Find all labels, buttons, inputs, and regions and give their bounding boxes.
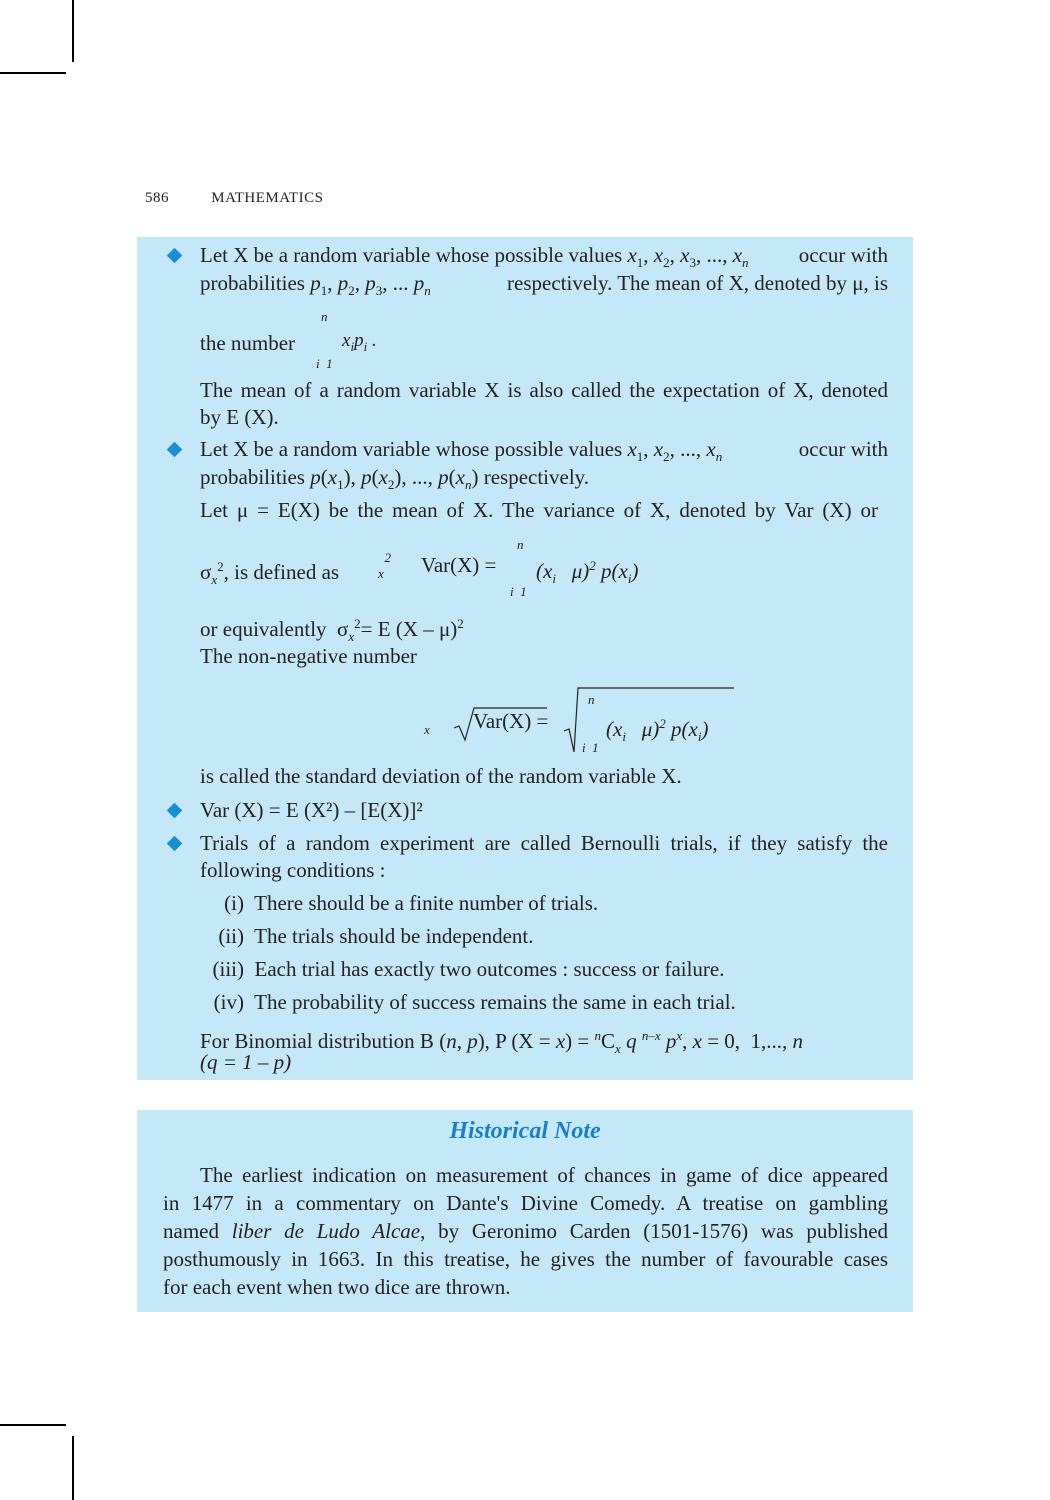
hist-line: named liber de Ludo Alcae, by Geronimo Carden (1501-1576) was published (163, 1219, 889, 1243)
condition-item: (i) There should be a finite number of trials. (224, 891, 599, 915)
historical-note-title: Historical Note (449, 1118, 601, 1144)
b2-sd-body: ($x_i$ μ)$^2$ $p(x_i)$ (606, 716, 709, 745)
b2-line5: or equivalently $\sigma_x^2= E$ (X – μ)$^2$ (200, 616, 464, 645)
b1-formula: $x_ip_i$ . (342, 330, 377, 354)
b4-line1: Trials of a random experiment are called Bernoulli trials, if they satisfy the (200, 831, 888, 855)
b1-line4: The mean of a random variable X is also called the expectation of X, denoted (200, 378, 888, 402)
hist-line: for each event when two dice are thrown. (163, 1275, 511, 1299)
sum-lower: i 1 (582, 740, 599, 755)
b2-formula-body: ($x_i$ μ)$^2$ $p(x_i)$ (536, 558, 639, 587)
condition-item: (iii) Each trial has exactly two outcomes : success or failure. (212, 957, 725, 981)
page-number: 586 (145, 190, 169, 206)
b1-line5: by E (X). (200, 405, 279, 429)
b2-line1: Let X be a random variable whose possible values $x_1$, $x_2$, ..., $x_n$ occur with (200, 437, 888, 465)
sum-upper: n (588, 692, 595, 707)
b2-line7: is called the standard deviation of the random variable X. (200, 764, 682, 788)
sigma-x: x (424, 722, 430, 737)
crop-mark (0, 1424, 66, 1426)
binomial-line1: For Binomial distribution B (n, p), P $(X = x) = ^nC_x$ q $^{n-x}$ $p^x$, x = 0, 1,..., n (200, 1028, 804, 1057)
condition-item: (iv) The probability of success remains the same in each trial. (213, 990, 736, 1014)
hist-line: The earliest indication on measurement of chances in game of dice appeared (200, 1163, 888, 1187)
sum-lower: i 1 (316, 356, 333, 371)
page-title: MATHEMATICS (211, 190, 324, 206)
hist-line: in 1477 in a commentary on Dante's Divine Comedy. A treatise on gambling (163, 1191, 888, 1215)
sum-upper: n (517, 537, 524, 552)
crop-mark (0, 72, 66, 74)
page-header (145, 190, 323, 207)
sum-upper: n (321, 309, 328, 324)
b1-line2: probabilities $p_1$, $p_2$, $p_3$, ... $p_n$ respectively. The mean of X, denoted by μ, is (200, 271, 888, 299)
b3-line: Var (X) = E (X²) – [E(X)]² (200, 798, 423, 822)
b1-line1: Let X be a random variable whose possible values $x_1$, $x_2$, $x_3$, ..., $x_n$ occur with (200, 243, 888, 271)
b2-line4: $\sigma_x^2$, is defined as (200, 559, 340, 588)
b2-sd-formula: Var(X) = (473, 709, 549, 733)
b2-line6: The non-negative number (200, 644, 417, 668)
b2-line2: probabilities $p(x_1)$, $p(x_2)$, ..., $p(x_n)$ respectively. (200, 465, 590, 493)
sum-lower: i 1 (510, 584, 527, 599)
sigma-x-sq: 2 x (378, 550, 391, 581)
condition-item: (ii) The trials should be independent. (218, 924, 534, 948)
crop-mark (72, 0, 74, 62)
b2-formula: Var(X) = (421, 553, 497, 577)
b2-line3: Let μ = E(X) be the mean of X. The variance of X, denoted by Var (X) or (200, 498, 878, 522)
hist-line: posthumously in 1663. In this treatise, he gives the number of favourable cases (163, 1247, 888, 1271)
b1-line3: the number (200, 331, 296, 355)
crop-mark (72, 1436, 74, 1500)
binomial-line2: (q = 1 – p) (200, 1050, 292, 1074)
b4-line2: following conditions : (200, 858, 386, 882)
